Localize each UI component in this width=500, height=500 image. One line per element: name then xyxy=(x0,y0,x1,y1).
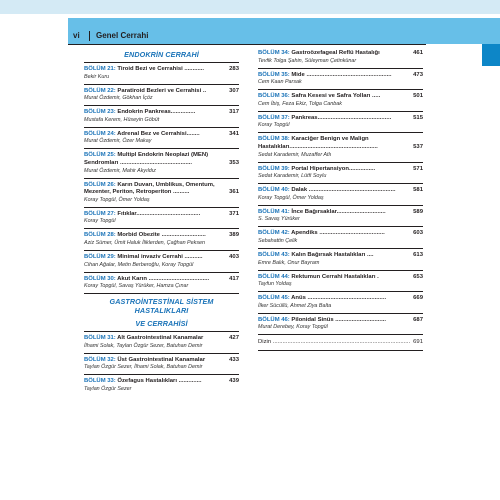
page-number: 653 xyxy=(413,273,423,280)
entry-title-left xyxy=(84,276,209,284)
entry-divider xyxy=(258,111,423,112)
page-number: 403 xyxy=(229,253,239,260)
entry-title-line xyxy=(258,93,423,101)
book-title: Genel Cerrahi xyxy=(96,31,149,40)
toc-entry xyxy=(258,252,423,271)
entry-title-line xyxy=(258,295,423,303)
entry-title-line xyxy=(258,115,423,123)
entry-title-line xyxy=(84,378,239,386)
chapter-authors: Koray Topgül xyxy=(84,218,116,225)
entry-title-left xyxy=(84,378,202,386)
entry-divider xyxy=(84,84,239,85)
toc-entry xyxy=(84,211,239,230)
chapter-title: Adrenal Bez ve Cerrahisi........ xyxy=(115,130,200,137)
entry-divider xyxy=(84,127,239,128)
chapter-authors: İlker Sücüllü, Ahmet Ziya Balta xyxy=(258,302,332,309)
entry-title-left xyxy=(84,335,203,343)
entry-title-line xyxy=(84,152,239,160)
chapter-title: Tiroid Bezi ve Cerrahisi ............ xyxy=(115,66,205,72)
chapter-number: BÖLÜM 40: xyxy=(258,187,290,194)
chapter-number: BÖLÜM 30: xyxy=(84,275,116,282)
entry-title-left xyxy=(84,211,200,219)
toc-entry xyxy=(84,378,239,393)
chapter-number: BÖLÜM 25: xyxy=(84,152,116,159)
entry-divider xyxy=(258,334,423,335)
chapter-authors: İlhami Solak, Taylan Özgür Sezer, Batuhan Demir xyxy=(84,342,203,349)
entry-divider xyxy=(258,248,423,249)
toc-entry xyxy=(84,232,239,251)
side-tab xyxy=(482,44,500,66)
entry-divider xyxy=(258,205,423,206)
chapter-title: Paratiroid Bezleri ve Cerrahisi .. xyxy=(115,87,207,94)
entry-title-left xyxy=(258,115,391,123)
top-band xyxy=(0,0,500,14)
left-column xyxy=(84,50,239,393)
chapter-title: İnce Bağırsaklar.............................. xyxy=(289,208,386,215)
chapter-title: Morbid Obezite ........................... xyxy=(115,232,206,239)
entry-title-line xyxy=(258,72,423,80)
chapter-title: Fıtıklar....................................... xyxy=(115,210,201,217)
chapter-authors: Cihan Ağalar, Metin Berberoğlu, Koray Topgül xyxy=(84,261,194,268)
entry-divider xyxy=(84,272,239,273)
page-number: 307 xyxy=(229,87,239,94)
entry-title-left xyxy=(258,187,395,195)
toc-entry xyxy=(258,317,423,336)
chapter-title-cont: Mezenter, Periton, Retroperiton .......... xyxy=(84,189,190,196)
header-rule xyxy=(68,44,426,45)
chapter-authors: Murat Özdemir, Gökhan İçöz xyxy=(84,95,153,102)
entry-title-line xyxy=(84,232,239,240)
entry-title-left xyxy=(84,232,206,240)
entry-title-line xyxy=(84,66,239,74)
chapter-title: Endokrin Pankreas............... xyxy=(115,109,196,116)
entry-title-left xyxy=(84,182,215,190)
chapter-number: BÖLÜM 23: xyxy=(84,109,116,116)
entry-divider xyxy=(258,313,423,314)
entry-divider xyxy=(258,226,423,227)
toc-entry xyxy=(84,276,239,295)
toc-entry xyxy=(258,166,423,185)
chapter-title: Akut Karın ..................................... xyxy=(115,275,210,282)
toc-entry xyxy=(84,152,239,178)
index-label: Dizin .................................................................................... xyxy=(258,339,411,346)
toc-entry xyxy=(84,131,239,150)
entry-title-line xyxy=(258,50,423,58)
page-number: 537 xyxy=(413,143,423,150)
chapter-number: BÖLÜM 27: xyxy=(84,210,116,217)
chapter-title: Mide .................................................... xyxy=(289,71,392,78)
chapter-title: Karın Duvarı, Umblikus, Omentum, xyxy=(115,181,215,188)
entry-title-left xyxy=(84,109,195,117)
chapter-title: Kalın Bağırsak Hastalıkları .... xyxy=(289,251,374,258)
chapter-authors: Murat Derebey, Koray Topgül xyxy=(258,324,328,331)
toc-entry xyxy=(258,93,423,112)
entry-title-left xyxy=(258,93,380,101)
entry-title-left xyxy=(84,254,203,262)
chapter-title: Gastroözefageal Reflü Hastalığı xyxy=(289,50,380,56)
toc-entry xyxy=(84,254,239,273)
entry-title-line xyxy=(258,187,423,195)
entry-divider xyxy=(84,178,239,179)
chapter-number: BÖLÜM 34: xyxy=(258,50,290,56)
toc-entry xyxy=(84,109,239,128)
page-number: 515 xyxy=(413,114,423,121)
page-number: 389 xyxy=(229,232,239,239)
entry-divider xyxy=(258,89,423,90)
entry-divider xyxy=(258,162,423,163)
page-number: 669 xyxy=(413,295,423,302)
toc-entry xyxy=(84,66,239,85)
entry-title-left xyxy=(258,317,386,325)
toc-entry xyxy=(258,295,423,314)
entry-title-line xyxy=(258,136,423,144)
right-column xyxy=(258,50,423,354)
chapter-title: Multipl Endokrin Neoplazi (MEN) xyxy=(115,152,209,159)
page-number: 417 xyxy=(229,275,239,282)
entry-divider xyxy=(84,105,239,106)
page-number: 589 xyxy=(413,208,423,215)
toc-entry xyxy=(258,50,423,69)
chapter-authors: Mustafa Kerem, Hüseyin Göbüt xyxy=(84,116,160,123)
chapter-authors: Tevfik Tolga Şahin, Süleyman Çetinkünar xyxy=(258,57,357,64)
chapter-number: BÖLÜM 33: xyxy=(84,378,116,385)
entry-divider xyxy=(84,293,239,294)
page-number: 371 xyxy=(229,210,239,217)
chapter-authors: Koray Topgül, Ömer Yoldaş xyxy=(84,196,150,203)
entry-divider xyxy=(258,68,423,69)
chapter-title: Karaciğer Benign ve Malign xyxy=(289,136,369,143)
page-number: 687 xyxy=(413,316,423,323)
chapter-title-cont: Hastalıkları...................................................... xyxy=(258,143,378,150)
chapter-number: BÖLÜM 44: xyxy=(258,273,290,280)
toc-entry xyxy=(258,115,423,134)
entry-title-left xyxy=(258,274,379,282)
entry-divider xyxy=(84,207,239,208)
chapter-number: BÖLÜM 43: xyxy=(258,251,290,258)
section-heading-cont: VE CERRAHİSİ xyxy=(135,319,188,329)
chapter-authors: Sebahattin Çelik xyxy=(258,237,298,244)
entry-title-left xyxy=(258,72,392,80)
section-heading: GASTROİNTESTİNAL SİSTEM HASTALIKLARI xyxy=(109,297,214,316)
page-number: 613 xyxy=(413,251,423,258)
entry-title-left xyxy=(258,50,380,58)
chapter-title: Özefagus Hastalıkları .............. xyxy=(115,378,202,385)
toc-entry xyxy=(258,274,423,293)
index-entry xyxy=(258,339,423,347)
entry-title-line xyxy=(258,317,423,325)
entry-title-left xyxy=(84,152,208,160)
entry-title-line xyxy=(84,254,239,262)
entry-title-line xyxy=(84,109,239,117)
heading-divider xyxy=(84,331,239,332)
chapter-number: BÖLÜM 31: xyxy=(84,335,116,342)
page-number: 439 xyxy=(229,378,239,385)
chapter-authors: Sedat Karademir, Lütfi Soylu xyxy=(258,173,327,180)
toc-entry xyxy=(84,88,239,107)
entry-title-left xyxy=(258,295,386,303)
chapter-number: BÖLÜM 42: xyxy=(258,230,290,237)
entry-divider xyxy=(84,148,239,149)
entry-title-left xyxy=(258,166,375,174)
entry-title-left xyxy=(258,209,386,217)
chapter-number: BÖLÜM 32: xyxy=(84,356,116,363)
page-number: vi xyxy=(73,31,80,40)
entry-title-line xyxy=(258,209,423,217)
toc-entry xyxy=(258,187,423,206)
page-number: 341 xyxy=(229,130,239,137)
chapter-number: BÖLÜM 41: xyxy=(258,208,290,215)
chapter-authors: Taylan Özgür Sezer, İlhami Solak, Batuhan Demir xyxy=(84,364,203,371)
entry-title-line-2 xyxy=(84,160,239,168)
chapter-number: BÖLÜM 35: xyxy=(258,71,290,78)
page-number: 361 xyxy=(229,189,239,196)
entry-title-left xyxy=(258,136,369,144)
entry-title-left xyxy=(258,252,374,260)
page-number: 571 xyxy=(413,165,423,172)
chapter-number: BÖLÜM 39: xyxy=(258,165,290,172)
entry-divider xyxy=(258,270,423,271)
section-heading: ENDOKRİN CERRAHİ xyxy=(124,50,199,59)
chapter-title: Alt Gastrointestinal Kanamalar xyxy=(115,335,204,342)
chapter-authors: S. Savaş Yürüker xyxy=(258,216,300,223)
chapter-authors: Murat Özdemir, Özer Makay xyxy=(84,138,152,145)
toc-entry xyxy=(258,209,423,228)
chapter-number: BÖLÜM 28: xyxy=(84,232,116,239)
chapter-number: BÖLÜM 29: xyxy=(84,253,116,260)
page-number: 353 xyxy=(229,159,239,166)
page-number: 433 xyxy=(229,356,239,363)
page-number: 501 xyxy=(413,93,423,100)
chapter-title: Pankreas............................................. xyxy=(289,114,392,121)
chapter-number: BÖLÜM 21: xyxy=(84,66,116,72)
chapter-number: BÖLÜM 46: xyxy=(258,316,290,323)
chapter-authors: Taylan Özgür Sezer xyxy=(84,385,132,392)
header-separator xyxy=(89,31,90,41)
chapter-title: Rektumun Cerrahi Hastalıkları . xyxy=(289,273,379,280)
entry-title-line xyxy=(258,230,423,238)
chapter-title: Pilonidal Sinüs ............................... xyxy=(289,316,386,323)
entry-title-line xyxy=(258,252,423,260)
index-divider xyxy=(258,350,423,351)
chapter-authors: Koray Topgül, Ömer Yoldaş xyxy=(258,194,324,201)
page-number: 473 xyxy=(413,71,423,78)
entry-title-line-2 xyxy=(258,144,423,152)
index-page: 691 xyxy=(413,339,423,346)
entry-divider xyxy=(258,132,423,133)
chapter-authors: Aziz Sümer, Ümit Haluk İliklerden, Çağhan Peksen xyxy=(84,239,206,246)
toc-entry xyxy=(84,335,239,354)
entry-divider xyxy=(84,250,239,251)
entry-title-line xyxy=(258,274,423,282)
chapter-number: BÖLÜM 36: xyxy=(258,93,290,100)
chapter-number: BÖLÜM 37: xyxy=(258,114,290,121)
chapter-title-cont: Sendromları ............................................ xyxy=(84,159,193,166)
chapter-authors: Koray Topgül xyxy=(258,122,290,129)
entry-title-line xyxy=(84,335,239,343)
entry-title-line xyxy=(84,211,239,219)
chapter-authors: Bekir Kuru xyxy=(84,73,110,80)
entry-title-line xyxy=(84,182,239,190)
toc-entry xyxy=(258,72,423,91)
toc-entry xyxy=(258,230,423,249)
entry-divider xyxy=(84,353,239,354)
page-number: 317 xyxy=(229,109,239,116)
chapter-number: BÖLÜM 45: xyxy=(258,295,290,302)
chapter-number: BÖLÜM 24: xyxy=(84,130,116,137)
chapter-authors: Tayfun Yoldaş xyxy=(258,281,292,288)
entry-divider xyxy=(258,183,423,184)
page-number: 427 xyxy=(229,335,239,342)
toc-entry xyxy=(84,357,239,376)
entry-divider xyxy=(84,374,239,375)
chapter-title: Portal Hipertansiyon................ xyxy=(289,165,376,172)
entry-divider xyxy=(258,291,423,292)
entry-title-left xyxy=(84,66,204,74)
chapter-authors: Cem Kaan Parsak xyxy=(258,79,302,86)
chapter-number: BÖLÜM 22: xyxy=(84,87,116,94)
page-number: 581 xyxy=(413,187,423,194)
chapter-title: Minimal invaziv Cerrahi ........... xyxy=(115,253,203,260)
chapter-number: BÖLÜM 26: xyxy=(84,181,116,188)
heading-divider xyxy=(84,62,239,63)
chapter-title: Dalak ..................................................... xyxy=(289,187,396,194)
toc-entry xyxy=(258,136,423,162)
chapter-authors: Sedat Karademir, Muzaffer Atlı xyxy=(258,151,332,158)
page-number: 603 xyxy=(413,230,423,237)
chapter-authors: Cem İbiş, Feza Ekiz, Tolga Canbak xyxy=(258,100,342,107)
page-number: 461 xyxy=(413,50,423,56)
chapter-title: Safra Kesesi ve Safra Yolları ..... xyxy=(289,93,381,100)
chapter-authors: Emre Balık, Onur Bayram xyxy=(258,259,320,266)
toc-entry xyxy=(84,182,239,208)
page-number: 283 xyxy=(229,66,239,72)
chapter-title: Apendiks ........................................ xyxy=(289,230,385,237)
chapter-title: Anüs ................................................ xyxy=(289,295,387,302)
chapter-number: BÖLÜM 38: xyxy=(258,136,290,143)
chapter-title: Üst Gastrointestinal Kanamalar xyxy=(115,356,206,363)
entry-title-line-2 xyxy=(84,189,239,197)
entry-title-left xyxy=(258,230,385,238)
entry-title-line xyxy=(84,276,239,284)
entry-divider xyxy=(84,228,239,229)
entry-title-line xyxy=(258,166,423,174)
chapter-authors: Murat Özdemir, Mahir Akyıldız xyxy=(84,167,156,174)
chapter-authors: Koray Topgül, Savaş Yürüker, Hamza Çınar xyxy=(84,283,189,290)
